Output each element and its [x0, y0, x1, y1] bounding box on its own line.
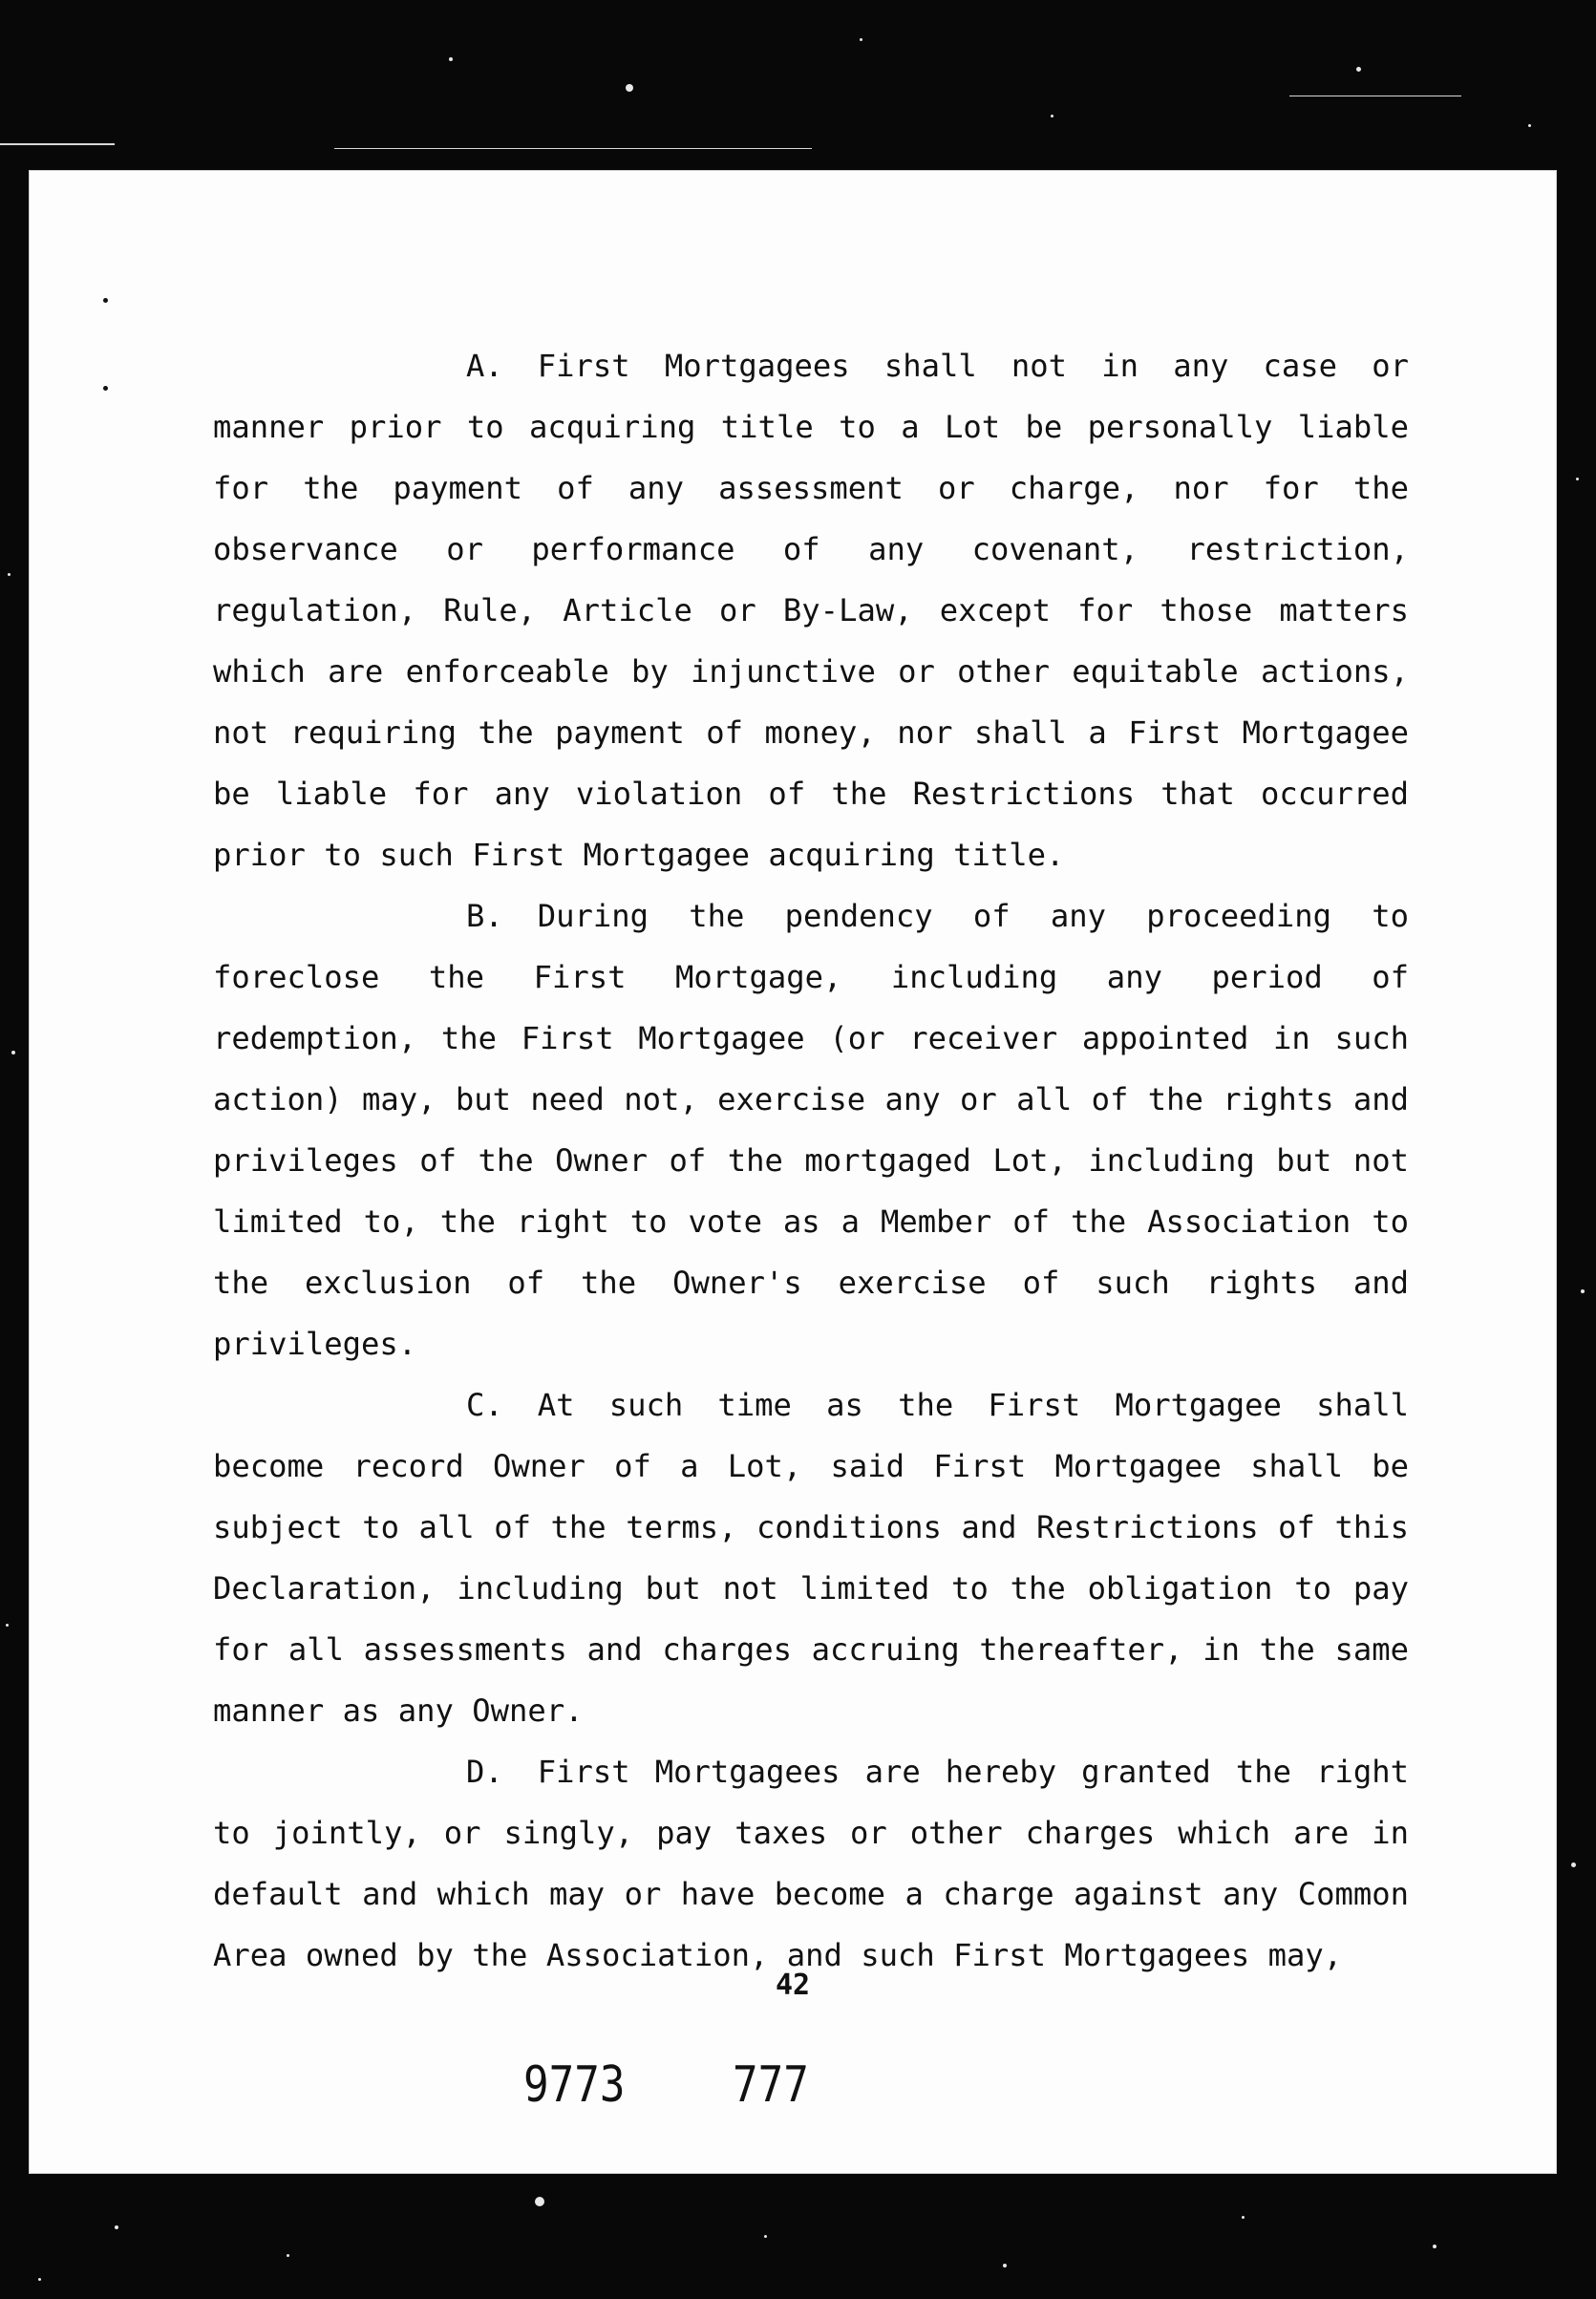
paragraph-label: C.: [466, 1387, 503, 1423]
paragraph-c: [213, 1374, 1409, 1741]
document-body: [213, 335, 1409, 1986]
paragraph-text: At such time as the First Mortgagee shall become record Owner of a Lot, said First Mortgagee shall be subject to all of the terms, conditions and Restrictions of this Declaration, including but not limited to the obligation to pay for all assessments and charges accruing thereafter, in the same manner as any Owner.: [213, 1387, 1409, 1729]
paragraph-label: A.: [466, 348, 503, 384]
paragraph-label: B.: [466, 898, 503, 934]
scan-dot: [103, 298, 108, 303]
paragraph-text: First Mortgagees shall not in any case or manner prior to acquiring title to a Lot be personally liable for the payment of any assessment or charge, nor for the observance or performance of any covenant, restriction, regulation, Rule, Article or By-Law, except for those matters which are enforceable by injunctive or other equitable actions, not requiring the payment of money, nor shall a First Mortgagee be liable for any violation of the Restrictions that occurred prior to such First Mortgagee acquiring title.: [213, 348, 1409, 873]
page-number: 42: [775, 1969, 811, 2002]
paragraph-text: First Mortgagees are hereby granted the right to jointly, or singly, pay taxes or other charges which are in default and which may or have become a charge against any Common Area owned by the Association, and such First Mortgagees may,: [213, 1754, 1409, 1973]
recording-stamp-book: 9773: [523, 2056, 626, 2114]
scan-dot: [103, 386, 108, 391]
document-page: [29, 170, 1557, 2174]
paragraph-b: [213, 885, 1409, 1374]
paragraph-text: During the pendency of any proceeding to foreclose the First Mortgage, including any period of redemption, the First Mortgagee (or receiver appointed in such action) may, but need not, exercise any or all of the rights and privileges of the Owner of the mortgaged Lot, including but not limited to, the right to vote as a Member of the Association to the exclusion of the Owner's exercise of such rights and privileges.: [213, 898, 1409, 1362]
paragraph-label: D.: [466, 1754, 503, 1790]
paragraph-a: [213, 335, 1409, 885]
recording-stamp-page: 777: [733, 2056, 809, 2114]
paragraph-d: [213, 1741, 1409, 1986]
